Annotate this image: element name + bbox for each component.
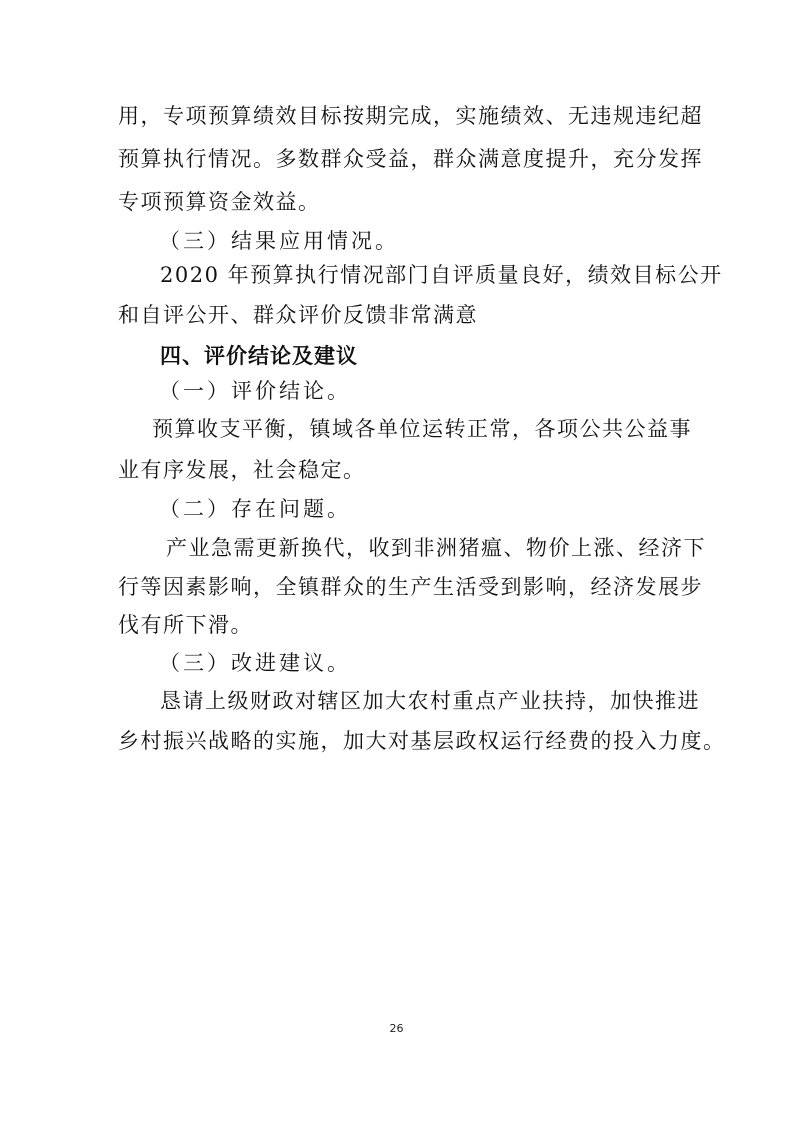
paragraph-line: 专项预算资金效益。 bbox=[118, 190, 321, 214]
page-number: 26 bbox=[389, 1022, 404, 1035]
section-heading: 四、评价结论及建议 bbox=[160, 344, 358, 368]
paragraph-line: 恳请上级财政对辖区加大农村重点产业扶持，加快推进 bbox=[160, 689, 700, 713]
paragraph-line: 乡村振兴战略的实施，加大对基层政权运行经费的投入力度。 bbox=[118, 729, 726, 753]
paragraph-line: 预算执行情况。多数群众受益，群众满意度提升，充分发挥 bbox=[118, 147, 703, 171]
subsection-heading: （三）改进建议。 bbox=[159, 651, 351, 675]
subsection-heading: （一）评价结论。 bbox=[159, 379, 351, 403]
paragraph-line: 2020 年预算执行情况部门自评质量良好，绩效目标公开 bbox=[160, 263, 723, 287]
subsection-heading: （三）结果应用情况。 bbox=[159, 229, 399, 253]
paragraph-line: 预算收支平衡，镇域各单位运转正常，各项公共公益事 bbox=[152, 417, 692, 441]
paragraph-line: 和自评公开、群众评价反馈非常满意 bbox=[118, 303, 478, 327]
paragraph-line: 业有序发展，社会稳定。 bbox=[118, 458, 366, 482]
paragraph-line: 产业急需更新换代，收到非洲猪瘟、物价上涨、经济下 bbox=[166, 536, 706, 560]
paragraph-line: 用，专项预算绩效目标按期完成，实施绩效、无违规违纪超 bbox=[118, 104, 703, 128]
paragraph-line: 伐有所下滑。 bbox=[118, 613, 253, 637]
paragraph-line: 行等因素影响，全镇群众的生产生活受到影响，经济发展步 bbox=[118, 575, 703, 599]
subsection-heading: （二）存在问题。 bbox=[159, 497, 351, 521]
